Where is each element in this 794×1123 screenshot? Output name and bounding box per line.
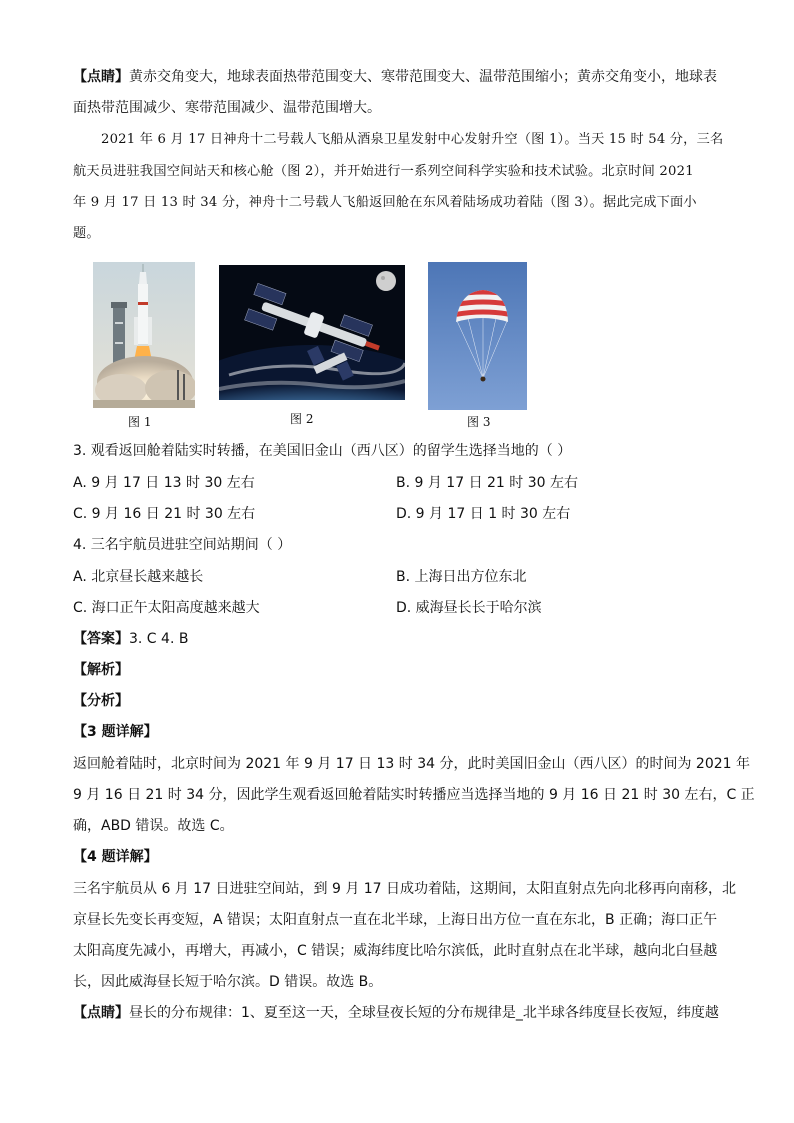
detail-3-line-2: 9 月 16 日 21 时 34 分，因此学生观看返回舱着陆实时转播应当选择当地的 9 月 16 日 21 时 30 左右，C 正 — [73, 787, 755, 803]
dianjing-2-paragraph: 【点睛】昼长的分布规律：1、夏至这一天，全球昼夜长短的分布规律是_北半球各纬度昼长夜短，纬度越 — [73, 1005, 719, 1021]
question-3-option-a: A. 9 月 17 日 13 时 30 左右 — [73, 475, 255, 491]
question-4-stem: 4. 三名宇航员进驻空间站期间（ ） — [73, 537, 292, 553]
detail-4-line-3: 太阳高度先减小，再增大，再减小，C 错误；威海纬度比哈尔滨低，此时直射点在北半球，越向北白昼越 — [73, 943, 718, 959]
detail-4-line-2: 京昼长先变长再变短，A 错误；太阳直射点一直在北半球，上海日出方位一直在东北，B 正确；海口正午 — [73, 912, 718, 928]
detail-4-line-1: 三名宇航员从 6 月 17 日进驻空间站，到 9 月 17 日成功着陆，这期间，太阳直射点先向北移再向南移，北 — [73, 881, 737, 897]
detail-3-heading: 【3 题详解】 — [73, 724, 158, 740]
detail-4-line-4: 长，因此威海昼长短于哈尔滨。D 错误。故选 B。 — [73, 974, 383, 990]
question-4-option-a: A. 北京昼长越来越长 — [73, 569, 204, 585]
dianjing-tag: 【点睛】 — [73, 69, 129, 85]
dianjing-2-tag: 【点睛】 — [73, 1005, 129, 1021]
jiexi-heading: 【解析】 — [73, 662, 129, 678]
question-4-option-b: B. 上海日出方位东北 — [396, 569, 527, 585]
figure-1-caption: 图 1 — [128, 415, 152, 429]
figure-2-space-station-image — [219, 265, 405, 400]
answer-tag: 【答案】 — [73, 631, 129, 647]
detail-3-line-1: 返回舱着陆时，北京时间为 2021 年 9 月 17 日 13 时 34 分，此时美国旧金山（西八区）的时间为 2021 年 — [73, 756, 751, 772]
detail-4-heading: 【4 题详解】 — [73, 849, 158, 865]
intro-line-2: 航天员进驻我国空间站天和核心舱（图 2），并开始进行一系列空间科学实验和技术试验。北京时间 2021 — [73, 164, 694, 179]
fenxi-heading: 【分析】 — [73, 693, 129, 709]
detail-3-line-3: 确，ABD 错误。故选 C。 — [73, 818, 234, 834]
intro-line-1: 2021 年 6 月 17 日神舟十二号载人飞船从酒泉卫星发射中心发射升空（图 1）。当天 15 时 54 分，三名 — [101, 132, 724, 147]
question-3-stem: 3. 观看返回舱着陆实时转播，在美国旧金山（西八区）的留学生选择当地的（ ） — [73, 443, 572, 459]
question-4-option-d: D. 威海昼长长于哈尔滨 — [396, 600, 542, 616]
figure-3-caption: 图 3 — [467, 415, 491, 429]
intro-line-4: 题。 — [73, 226, 100, 241]
question-3-option-d: D. 9 月 17 日 1 时 30 左右 — [396, 506, 571, 522]
figure-2-caption: 图 2 — [290, 412, 314, 426]
figure-1-rocket-launch-image — [93, 262, 195, 408]
figure-3-parachute-image — [428, 262, 527, 410]
question-3-option-c: C. 9 月 16 日 21 时 30 左右 — [73, 506, 256, 522]
answer-text: 3. C 4. B — [129, 631, 189, 647]
answer-line — [73, 629, 188, 649]
dianjing-paragraph-line-2: 面热带范围减少、寒带范围减少、温带范围增大。 — [73, 100, 381, 116]
question-4-option-c: C. 海口正午太阳高度越来越大 — [73, 600, 260, 616]
dianjing-paragraph-line-1: 【点睛】黄赤交角变大，地球表面热带范围变大、寒带范围变大、温带范围缩小；黄赤交角变小，地球表 — [73, 69, 717, 85]
question-3-option-b: B. 9 月 17 日 21 时 30 左右 — [396, 475, 579, 491]
intro-line-3: 年 9 月 17 日 13 时 34 分，神舟十二号载人飞船返回舱在东风着陆场成功着陆（图 3）。据此完成下面小 — [73, 195, 697, 210]
